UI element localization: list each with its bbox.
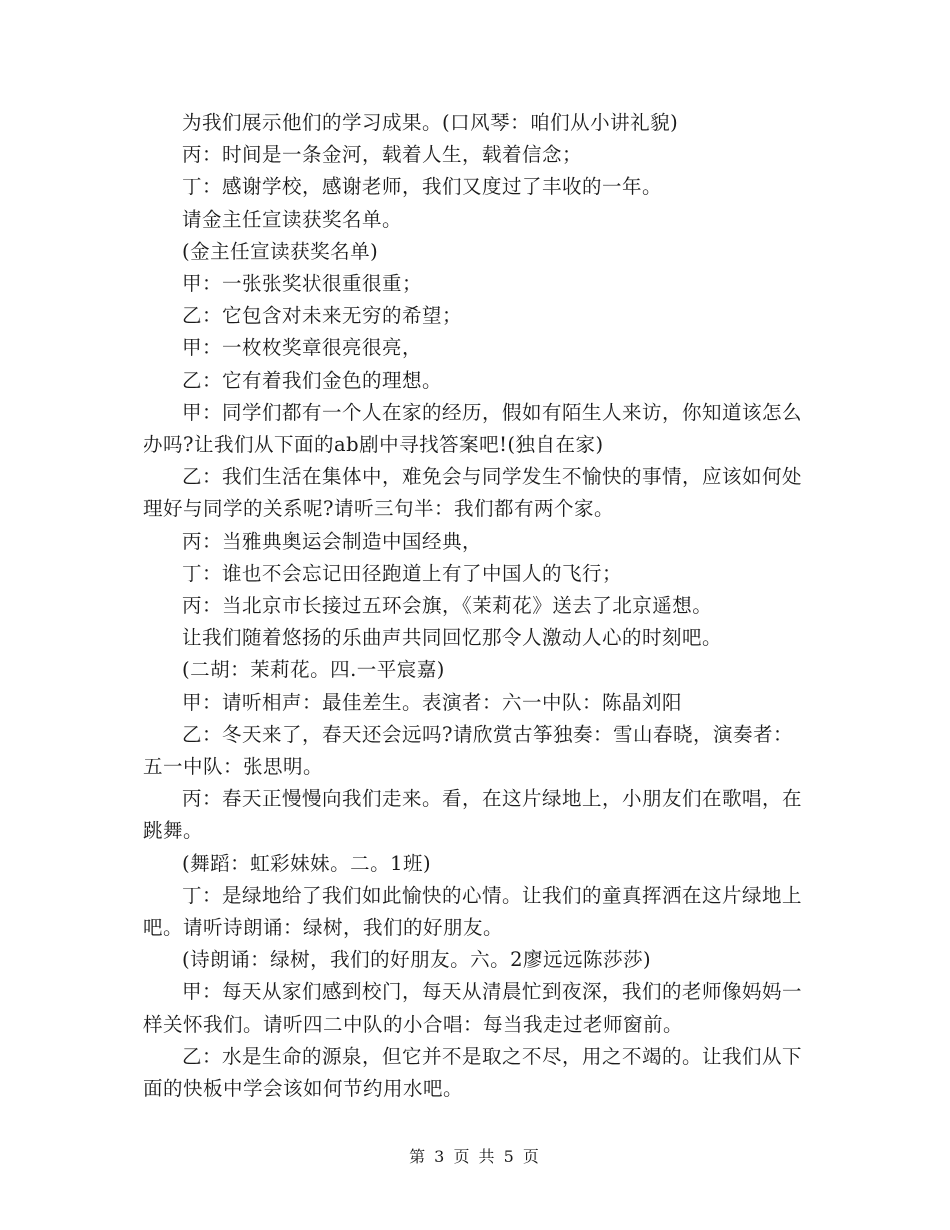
paragraph-7: 乙：它包含对未来无穷的希望； (182, 304, 463, 328)
paragraph-24: 乙：水是生命的源泉，但它并不是取之不尽，用之不竭的。让我们从下面的快板中学会该如何节约用水吧。 (143, 1044, 803, 1101)
paragraph-10: 甲：同学们都有一个人在家的经历，假如有陌生人来访，你知道该怎么办吗?让我们从下面的ab剧中寻找答案吧!(独自在家) (143, 400, 803, 457)
paragraph-23: 甲：每天从家们感到校门，每天从清晨忙到夜深，我们的老师像妈妈一样关怀我们。请听四二中队的小合唱：每当我走过老师窗前。 (143, 980, 803, 1036)
paragraph-4: 请金主任宣读获奖名单。 (182, 207, 403, 231)
paragraph-22: (诗朗诵：绿树，我们的好朋友。六。2廖远远陈莎莎) (182, 948, 652, 972)
paragraph-17: 甲：请听相声：最佳差生。表演者：六一中队：陈晶刘阳 (182, 690, 683, 714)
paragraph-6: 甲：一张张奖状很重很重； (182, 272, 423, 296)
paragraph-3: 丁：感谢学校，感谢老师，我们又度过了丰收的一年。 (182, 175, 663, 199)
paragraph-9: 乙：它有着我们金色的理想。 (182, 368, 443, 392)
paragraph-2: 丙：时间是一条金河，载着人生，载着信念； (182, 143, 583, 167)
paragraph-14: 丙：当北京市长接过五环会旗，《茉莉花》送去了北京遥想。 (182, 594, 713, 618)
paragraph-21: 丁：是绿地给了我们如此愉快的心情。让我们的童真挥洒在这片绿地上吧。请听诗朗诵：绿树，我们的好朋友。 (143, 883, 803, 940)
paragraph-15: 让我们随着悠扬的乐曲声共同回忆那令人激动人心的时刻吧。 (182, 626, 723, 650)
page-number-footer: 第 3 页 共 5 页 (409, 1147, 541, 1166)
paragraph-12: 丙：当雅典奥运会制造中国经典， (182, 529, 483, 553)
paragraph-8: 甲：一枚枚奖章很亮很亮， (182, 336, 423, 360)
paragraph-5: (金主任宣读获奖名单) (182, 239, 379, 263)
paragraph-11: 乙：我们生活在集体中，难免会与同学发生不愉快的事情，应该如何处理好与同学的关系呢?请听三句半：我们都有两个家。 (143, 465, 803, 521)
paragraph-16: (二胡：茉莉花。四.一平宸嘉) (182, 658, 445, 682)
paragraph-1: 为我们展示他们的学习成果。(口风琴：咱们从小讲礼貌) (182, 111, 679, 134)
paragraph-20: (舞蹈：虹彩妹妹。二。1班) (182, 851, 432, 875)
paragraph-13: 丁：谁也不会忘记田径跑道上有了中国人的飞行； (182, 561, 623, 585)
paragraph-19: 丙：春天正慢慢向我们走来。看，在这片绿地上，小朋友们在歌唱，在跳舞。 (143, 787, 803, 843)
document-body (143, 107, 807, 1105)
paragraph-18: 乙：冬天来了，春天还会远吗?请欣赏古筝独奏：雪山春晓，演奏者：五一中队：张思明。 (143, 722, 793, 779)
